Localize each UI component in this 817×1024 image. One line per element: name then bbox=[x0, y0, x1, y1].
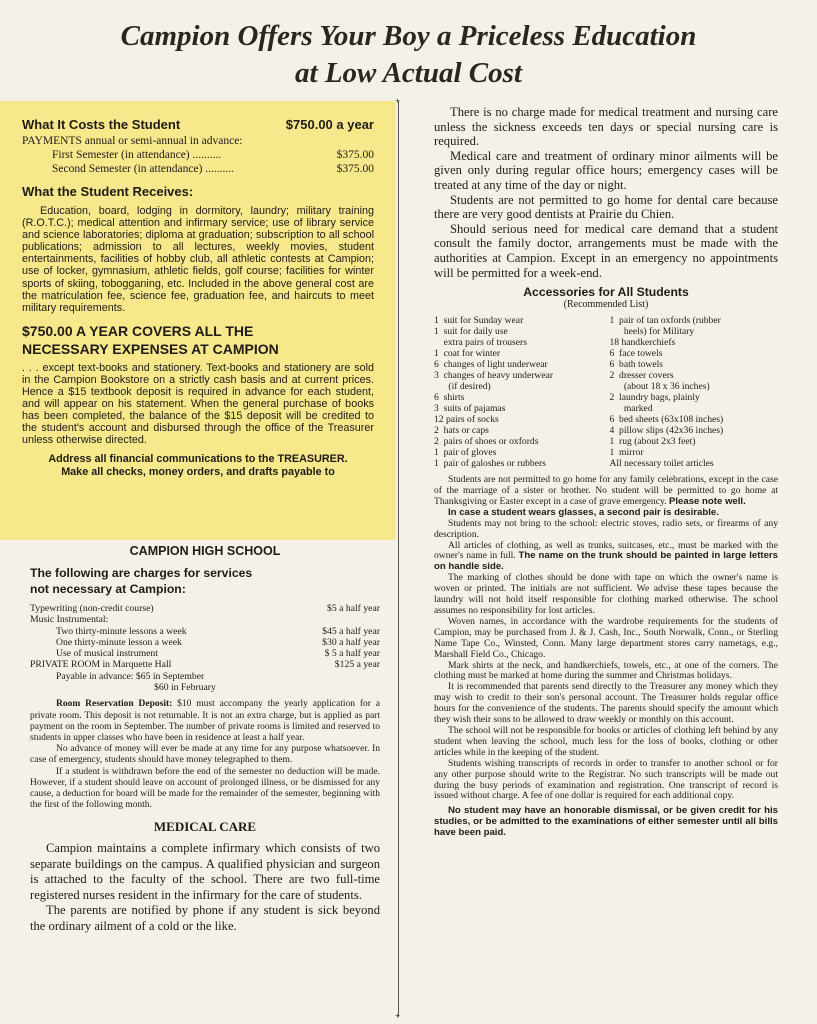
payments bbox=[22, 134, 374, 176]
second-semester-amount: $375.00 bbox=[336, 163, 374, 175]
accessories-heading: Accessories for All Students bbox=[523, 285, 689, 300]
charges-heading: The following are charges for services not necessary at Campion: bbox=[30, 566, 253, 596]
right-column bbox=[434, 105, 778, 838]
right-paragraph-2: Medical care and treatment of ordinary minor ailments will be given only during regular office hours; emergency cases will be treated at any time of the day or night. bbox=[434, 148, 778, 192]
medical-paragraph-1: Campion maintains a complete infirmary which consists of two separate buildings on the campus. A qualified physician and surgeon is attached to the faculty of the school. There are two full-time registered nurses resident in the infirmary for the care of students. bbox=[30, 841, 380, 902]
second-semester-label: Second Semester (in attendance) bbox=[52, 163, 203, 175]
address-note: Address all financial communications to the TREASURER. Make all checks, money orders, and drafts payable to bbox=[48, 452, 348, 478]
accessory-left-item: 1 pair of gloves bbox=[434, 447, 497, 459]
no-advance-paragraph: No advance of money will ever be made at any time for any purpose whatsoever. In case of emergency, students should have money telegraphed to them. bbox=[30, 744, 380, 766]
accessory-right-item: marked bbox=[609, 403, 653, 415]
withdrawn-paragraph: If a student is withdrawn before the end of the semester no deduction will be made. However, if a student should leave on account of prolonged illness, or be dismissed for any cause, a deduction for board will be made for the remainder of the semester, beginning with the first of the following month. bbox=[30, 766, 380, 811]
payments-label: PAYMENTS annual or semi-annual in advance: bbox=[22, 135, 243, 147]
accessory-right-item: 1 rug (about 2x3 feet) bbox=[609, 436, 696, 448]
rule-2: In case a student wears glasses, a second pair is desirable. bbox=[448, 506, 719, 518]
accessory-left-item: 12 pairs of socks bbox=[434, 414, 499, 426]
accessory-right-item: 1 pair of tan oxfords (rubber bbox=[609, 315, 721, 327]
left-column bbox=[30, 543, 380, 934]
accessory-right-item: (about 18 x 36 inches) bbox=[609, 381, 710, 393]
rule-5: The marking of clothes should be done with tape on which the owner's name is woven or printed. The initials are not sufficient. We advise these tapes because the laundry will not hold itself responsible for clothing marked otherwise. The school assumes no responsibility for lost articles. bbox=[434, 572, 778, 616]
fee-room-payable: Payable in advance: $65 in September bbox=[56, 670, 205, 682]
rule-1: Students are not permitted to go home for any family celebrations, except in the case of the marriage of a sister or brother. No student will be permitted to go home at Thanksgiving or Easter except in a case of grave emergency. Please note well. bbox=[434, 474, 778, 507]
accessory-left-item: 2 pairs of shoes or oxfords bbox=[434, 436, 539, 448]
divider-bottom-mark: + bbox=[395, 1011, 401, 1021]
accessory-right-item: 18 handkerchiefs bbox=[609, 337, 676, 349]
accessory-left-item: 1 suit for daily use bbox=[434, 326, 508, 338]
accessory-right-item: heels) for Military bbox=[609, 326, 695, 338]
accessory-left-item: extra pairs of trousers bbox=[434, 337, 527, 349]
accessory-left-item: 6 changes of light underwear bbox=[434, 359, 548, 371]
cost-heading: What It Costs the Student bbox=[22, 117, 181, 132]
fee-private-room: PRIVATE ROOM in Marquette Hall $125 a year bbox=[30, 659, 380, 671]
rule-9: The school will not be responsible for books or articles of clothing left behind by any student when leaving the school, much less for the loss of books, clothing or other articles while in the keeping of the student. bbox=[434, 724, 778, 758]
accessory-left-item: 1 suit for Sunday wear bbox=[434, 315, 524, 327]
rule-6: Woven names, in accordance with the wardrobe requirements for the students of Campion, may be purchased from J. & J. Cash, Inc., South Norwalk, Conn., or Sterling Name Tape Co., Winsted, Conn. Many large department stores carry nametags, e.g., Marshall Field Co., Chicago. bbox=[434, 615, 778, 660]
school-name: CAMPION HIGH SCHOOL bbox=[129, 544, 281, 558]
fee-list bbox=[30, 603, 380, 693]
accessories-subheading: (Recommended List) bbox=[563, 299, 649, 311]
fee-music-2: One thirty-minute lesson a week $30 a half year bbox=[56, 636, 380, 648]
accessories-left-column bbox=[434, 315, 603, 469]
accessory-left-item: 1 pair of galoshes or rubbers bbox=[434, 458, 546, 470]
title-line-1: Campion Offers Your Boy a Priceless Education bbox=[120, 20, 697, 52]
page-title bbox=[0, 18, 817, 92]
receives-text: Education, board, lodging in dormitory, laundry; military training (R.O.T.C.); medical attention and infirmary service; use of library service and science laboratories; diploma at graduation; subscription to all school publications; admission to all lectures, weekly movies, student entertainments, facilities of hobby club, all athletic contests at Campion; use of locker, gymnasium, athletic fields, golf course; facilities for winter sports of skiing, tobogganing, etc. Included in the above general cost are the matriculation fee, science fee, graduation fee, and haircuts to meet military requirements. bbox=[22, 205, 374, 314]
fee-room-feb: $60 in February bbox=[154, 682, 216, 694]
title-line-2: at Low Actual Cost bbox=[295, 57, 522, 89]
rule-3: Students may not bring to the school: electric stoves, radio sets, or firearms of any description. bbox=[434, 517, 778, 540]
cost-total: $750.00 a year bbox=[285, 117, 374, 132]
right-paragraph-4: Should serious need for medical care demand that a student consult the family doctor, arrangements must be made with the authorities at Campion. Except in an emergency no appointments will be permitted for a week-end. bbox=[434, 221, 778, 280]
right-paragraph-3: Students are not permitted to go home for dental care because there are very good dentists at Prairie du Chien. bbox=[434, 192, 778, 222]
rule-11-final: No student may have an honorable dismissal, or be given credit for his studies, or be admitted to the examinations of either semester until all bills have been paid. bbox=[434, 805, 778, 839]
cost-heading-row bbox=[22, 117, 374, 132]
accessory-left-item: 6 shirts bbox=[434, 392, 465, 404]
receives-heading: What the Student Receives: bbox=[22, 184, 194, 199]
reservation-label: Room Reservation Deposit: bbox=[56, 699, 173, 710]
fee-music-1: Two thirty-minute lessons a week $45 a half year bbox=[56, 625, 380, 637]
medical-paragraph-2: The parents are notified by phone if any student is sick beyond the ordinary ailment of a cold or the like. bbox=[30, 903, 380, 933]
first-semester-row: First Semester (in attendance) .......... $375.00 bbox=[52, 149, 374, 161]
column-divider bbox=[398, 101, 399, 1017]
accessory-right-item: 6 bath towels bbox=[609, 359, 664, 371]
medical-heading: MEDICAL CARE bbox=[153, 819, 257, 835]
accessory-left-item: 3 suits of pajamas bbox=[434, 403, 506, 415]
cost-box bbox=[22, 117, 374, 479]
covers-text: . . . except text-books and stationery. Text-books and stationery are sold in the Campion Bookstore on a strictly cash basis and at current prices. Hence a $15 textbook deposit is required in advance for each student, and will appear on his statement. When the general purchase of books has been completed, the balance of the $15 deposit will be credited to the student's account and disbursed through the office of the Treasurer unless otherwise directed. bbox=[22, 361, 374, 447]
accessory-left-item: 1 coat for winter bbox=[434, 348, 501, 360]
accessory-left-item: 3 changes of heavy underwear bbox=[434, 370, 554, 382]
rule-4: All articles of clothing, as well as trunks, suitcases, etc., must be marked with the owner's name in full. The name on the trunk should be painted in large letters on handle side. bbox=[434, 539, 778, 573]
first-semester-amount: $375.00 bbox=[336, 149, 374, 161]
divider-top-mark: + bbox=[395, 96, 401, 106]
reservation-paragraph: Room Reservation Deposit: $10 must accompany the yearly application for a private room. This deposit is not returnable. It is not an extra charge, but is applied as part payment on the room in September. The number of private rooms is limited and reserved to students in upper classes who have been in residence at least a half year. bbox=[30, 699, 381, 743]
fee-music-heading: Music Instrumental: bbox=[30, 614, 109, 626]
fee-typewriting: Typewriting (non-credit course) $5 a half year bbox=[30, 603, 380, 614]
accessory-right-item: 4 pillow slips (42x36 inches) bbox=[609, 425, 724, 437]
accessory-right-item: All necessary toilet articles bbox=[609, 458, 714, 470]
covers-heading: $750.00 A YEAR COVERS ALL THE NECESSARY EXPENSES AT CAMPION bbox=[22, 322, 279, 357]
fee-music-3: Use of musical instrument $ 5 a half year bbox=[56, 648, 380, 660]
first-semester-label: First Semester (in attendance) bbox=[52, 149, 190, 161]
accessory-right-item: 2 dresser covers bbox=[609, 370, 674, 382]
accessories-right-column bbox=[609, 315, 778, 469]
accessories-list bbox=[434, 315, 778, 469]
rule-7: Mark shirts at the neck, and handkerchiefs, towels, etc., at one of the corners. The clothing must be marked at home during the summer and Christmas holidays. bbox=[434, 659, 778, 682]
rules-section bbox=[434, 475, 778, 802]
accessory-left-item: (if desired) bbox=[434, 381, 491, 393]
accessory-right-item: 1 mirror bbox=[609, 447, 644, 459]
accessory-right-item: 2 laundry bags, plainly bbox=[609, 392, 700, 404]
rule-10: Students wishing transcripts of records in order to transfer to another school or for any other purpose should write to the Registrar. No such transcripts will be made out during the busy periods of examination and registration. One transcript of record is issued without charge. A fee of one dollar is required for each additional copy. bbox=[434, 757, 778, 802]
second-semester-row: Second Semester (in attendance) .......... $375.00 bbox=[52, 163, 374, 175]
right-paragraph-1: There is no charge made for medical treatment and nursing care unless the sickness exceeds ten days or special nursing care is required. bbox=[434, 105, 778, 149]
rule-8: It is recommended that parents send directly to the Treasurer any money which they may wish to credit to their son's personal account. The Treasurer holds regular office hours for the convenience of the students. The parents should specify the amount which they wish their sons to be allowed to draw weekly or monthly on this account. bbox=[434, 681, 778, 726]
accessory-right-item: 6 bed sheets (63x108 inches) bbox=[609, 414, 724, 426]
accessory-left-item: 2 hats or caps bbox=[434, 425, 489, 437]
accessory-right-item: 6 face towels bbox=[609, 348, 663, 360]
